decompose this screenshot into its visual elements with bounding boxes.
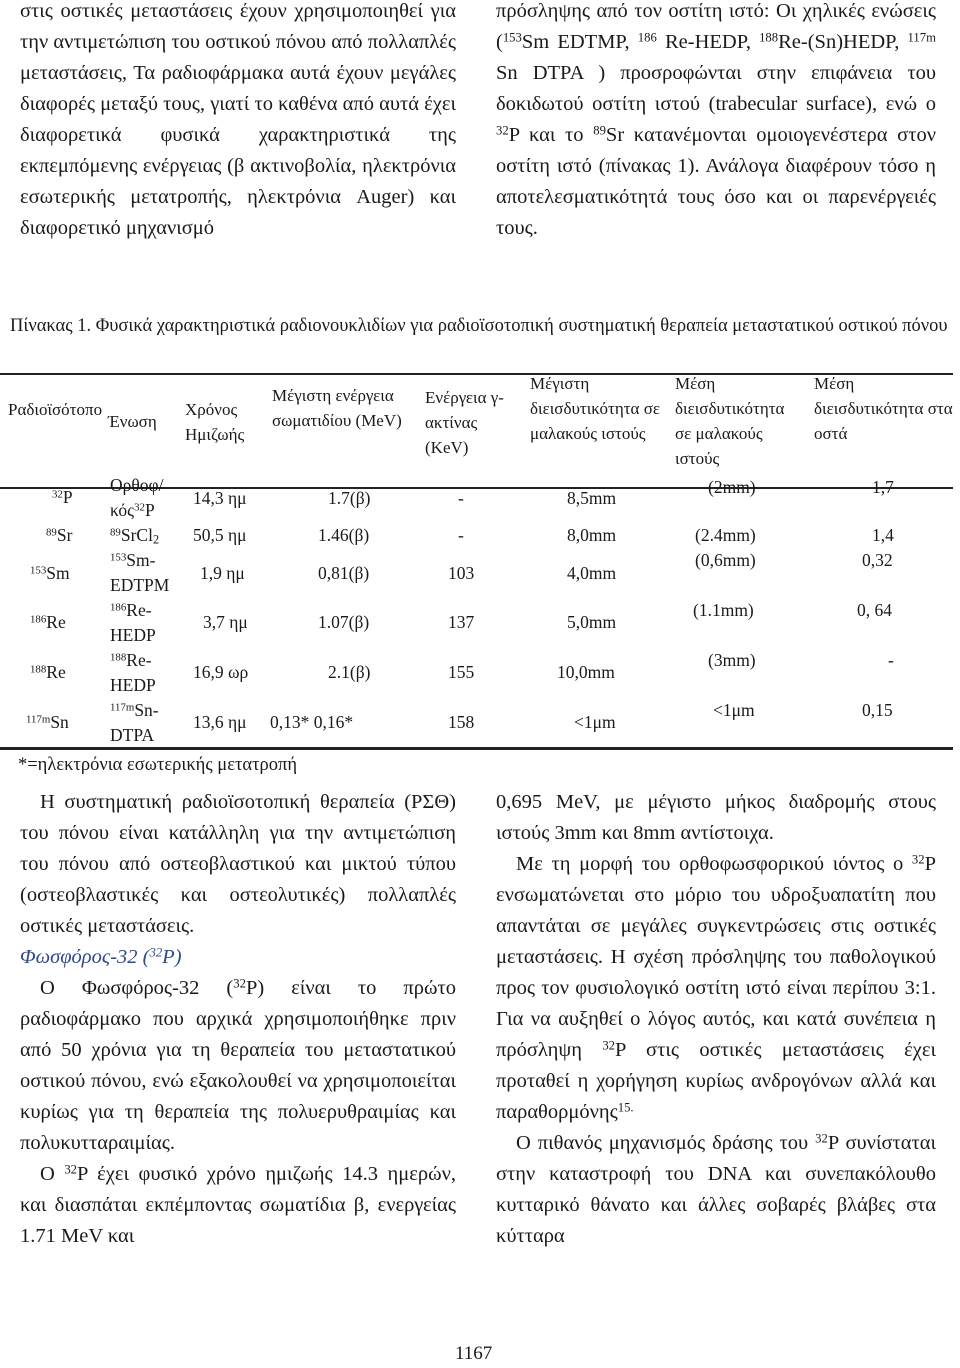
cell-max-energy: 1.7(β)	[328, 488, 371, 508]
cell-mean-pen-bone: -	[888, 650, 894, 670]
top-left-paragraph: στις οστικές μεταστάσεις έχουν χρησιμοποιηθεί για την αντιμετώπιση του οστικού πόνου από πολλαπλές μεταστάσεις, Τα ραδιοφάρμακα αυτά έχουν μεγάλες διαφορές μεταξύ τους, γιατί το καθένα από αυτά έχει διαφορετικά φυσικά χαρακτηριστικά της εκπεμπόμενης ενέργειας (β ακτινοβολία, ηλεκτρόνια εσωτερικής μετατροπής, ηλεκτρόνια Auger) και διαφορετικό μηχανισμό	[20, 0, 456, 239]
cell-mean-pen-soft: (2.4mm)	[695, 525, 756, 545]
header-mean-pen-soft: Μέση διεισδυτικότητα σε μαλακούς ιστούς	[675, 374, 785, 468]
bottom-right-column	[496, 787, 936, 1252]
top-left-column	[20, 0, 456, 244]
cell-mean-pen-bone: 0, 64	[857, 600, 892, 620]
cell-gamma: 137	[448, 612, 475, 632]
cell-isotope: $^{89}$Sr	[46, 525, 73, 545]
body-paragraph: Ο Φωσφόρος-32 ($^{32}$P) είναι το πρώτο ραδιοφάρμακο που αρχικά χρησιμοποιήθηκε πριν από 50 χρόνια για τη θεραπεία του μεταστατικού οστικού πόνου, ενώ εξακολουθεί να χρησιμοποιείται κυρίως για τη θεραπεία της πολυερυθραιμίας και πολυκυτταραιμίας.	[20, 976, 456, 1154]
header-gamma-energy: Ενέργεια γ-ακτίνας (KeV)	[425, 388, 504, 457]
cell-max-pen-soft: 5,0mm	[567, 612, 617, 632]
header-mean-pen-bone: Μέση διεισδυτικότητα στα οστά	[814, 374, 953, 443]
cell-half-life: 50,5 ημ	[193, 525, 247, 545]
cell-max-energy: 2.1(β)	[328, 662, 371, 682]
body-paragraph: 0,695 MeV, με μέγιστο μήκος διαδρομής στους ιστούς 3mm και 8mm αντίστοιχα.	[496, 791, 936, 844]
cell-max-pen-soft: <1μm	[574, 712, 616, 732]
cell-compound: Ορθοφ/ κός$^{32}$P	[110, 475, 164, 520]
cell-compound: $^{117m}$Sn- DTPA	[110, 700, 159, 745]
cell-max-energy: 1.46(β)	[318, 525, 370, 545]
header-compound: Ένωση	[108, 412, 157, 431]
table-top-rule	[0, 373, 953, 375]
cell-compound: $^{186}$Re- HEDP	[110, 600, 156, 645]
cell-gamma: -	[458, 525, 464, 545]
cell-gamma: -	[458, 488, 464, 508]
body-paragraph: Ο πιθανός μηχανισμός δράσης του $^{32}$P συνίσταται στην καταστροφή του DNA και συνεπακόλουθο κυτταρικό θάνατο και άλλες σοβαρές βλάβες στα κύτταρα	[496, 1131, 936, 1247]
cell-half-life: 3,7 ημ	[203, 612, 248, 632]
cell-mean-pen-soft: (0,6mm)	[695, 550, 756, 570]
cell-mean-pen-bone: 1,7	[872, 477, 894, 497]
cell-mean-pen-soft: (3mm)	[708, 650, 756, 670]
cell-mean-pen-soft: (2mm)	[708, 477, 756, 497]
header-isotope: Ραδιοϊσότοπο	[8, 400, 103, 419]
cell-mean-pen-soft: <1μm	[713, 700, 755, 720]
body-paragraph: Ο $^{32}$P έχει φυσικό χρόνο ημιζωής 14.3 ημερών, και διασπάται εκπέμποντας σωματίδια β, ενεργείας 1.71 MeV και	[20, 1162, 456, 1247]
body-paragraph: Με τη μορφή του ορθοφωσφορικού ιόντος ο $^{32}$P ενσωματώνεται στο μόριο του υδροξυαπατίτη που απαντάται σε μεγάλες συγκεντρώσεις στις οστικές μεταστάσεις. Η σχέση πρόσληψης του παθολογικού προς τον φυσιολογικό οστίτη ιστό είναι περίπου 3:1. Για να αυξηθεί ο λόγος αυτός, και κατά συνέπεια η πρόσληψη $^{32}$P στις οστικές μεταστάσεις έχει προταθεί η χορήγηση κυρίως ανδρογόνων αλλά και παραθορμόνης$^{15.}$	[496, 852, 936, 1123]
cell-max-pen-soft: 4,0mm	[567, 563, 617, 583]
table-footnote: *=ηλεκτρόνια εσωτερικής μετατροπή	[18, 755, 298, 775]
cell-compound: $^{89}$SrCl$_2$	[110, 525, 160, 547]
cell-isotope: $^{153}$Sm	[30, 563, 70, 583]
table-caption: Πίνακας 1. Φυσικά χαρακτηριστικά ραδιονουκλιδίων για ραδιοϊσοτοπική συστηματική θεραπεία μεταστατικού οστικού πόνου	[10, 316, 948, 336]
cell-gamma: 158	[448, 712, 475, 732]
top-right-paragraph: πρόσληψης από τον οστίτη ιστό: Οι χηλικές ενώσεις ($^{153}$Sm EDTMP, $^{186}$ Re-HEDP, $^{188}$Re-(Sn)HEDP, $^{117m}$ Sn DTPA ) προσροφώνται στην επιφάνεια του δοκιδωτού οστίτη ιστού (trabecular surface), ενώ ο $^{32}$P και το $^{89}$Sr κατανέμονται ομοιογενέστερα στον οστίτη ιστό (πίνακας 1). Ανάλογα διαφέρουν τόσο η αποτελεσματικότητά τους όσο και οι παρενέργειές τους.	[496, 0, 936, 239]
cell-max-energy: 0,13* 0,16*	[270, 712, 354, 732]
cell-half-life: 1,9 ημ	[200, 563, 245, 583]
cell-max-pen-soft: 8,5mm	[567, 488, 617, 508]
cell-mean-pen-bone: 0,15	[862, 700, 893, 720]
header-max-energy: Μέγιστη ενέργεια σωματιδίου (MeV)	[272, 386, 402, 430]
cell-gamma: 103	[448, 563, 475, 583]
cell-half-life: 13,6 ημ	[193, 712, 247, 732]
body-paragraph: Η συστηματική ραδιοϊσοτοπική θεραπεία (ΡΣΘ) του πόνου είναι κατάλληλη για την αντιμετώπιση του πόνου από οστεοβλαστικού και μικτού τύπου (οστεοβλαστικές και οστεολυτικές) πολλαπλές οστικές μεταστάσεις.	[20, 791, 456, 937]
top-right-column	[496, 0, 936, 244]
cell-half-life: 14,3 ημ	[193, 488, 247, 508]
cell-isotope: $^{188}$Re	[30, 662, 66, 682]
cell-half-life: 16,9 ωρ	[193, 662, 249, 682]
cell-mean-pen-bone: 0,32	[862, 550, 893, 570]
cell-isotope: $^{186}$Re	[30, 612, 66, 632]
data-table	[0, 373, 953, 751]
cell-compound: $^{153}$Sm- EDTPM	[110, 550, 170, 595]
header-half-life: Χρόνος Ημιζωής	[185, 400, 245, 444]
header-max-pen-soft: Μέγιστη διεισδυτικότητα σε μαλακούς ιστούς	[530, 374, 660, 443]
cell-max-pen-soft: 8,0mm	[567, 525, 617, 545]
section-heading: Φωσφόρος-32 ($^{32}$P)	[20, 945, 182, 968]
cell-gamma: 155	[448, 662, 475, 682]
cell-compound: $^{188}$Re- HEDP	[110, 650, 156, 695]
cell-isotope: $^{32}$P	[52, 487, 73, 507]
cell-isotope: $^{117m}$Sn	[26, 712, 69, 732]
cell-max-energy: 0,81(β)	[318, 563, 370, 583]
cell-max-pen-soft: 10,0mm	[557, 662, 615, 682]
page-number: 1167	[455, 1343, 493, 1364]
cell-max-energy: 1.07(β)	[318, 612, 370, 632]
cell-mean-pen-bone: 1,4	[872, 525, 894, 545]
bottom-left-column	[20, 787, 456, 1252]
cell-mean-pen-soft: (1.1mm)	[693, 600, 754, 620]
